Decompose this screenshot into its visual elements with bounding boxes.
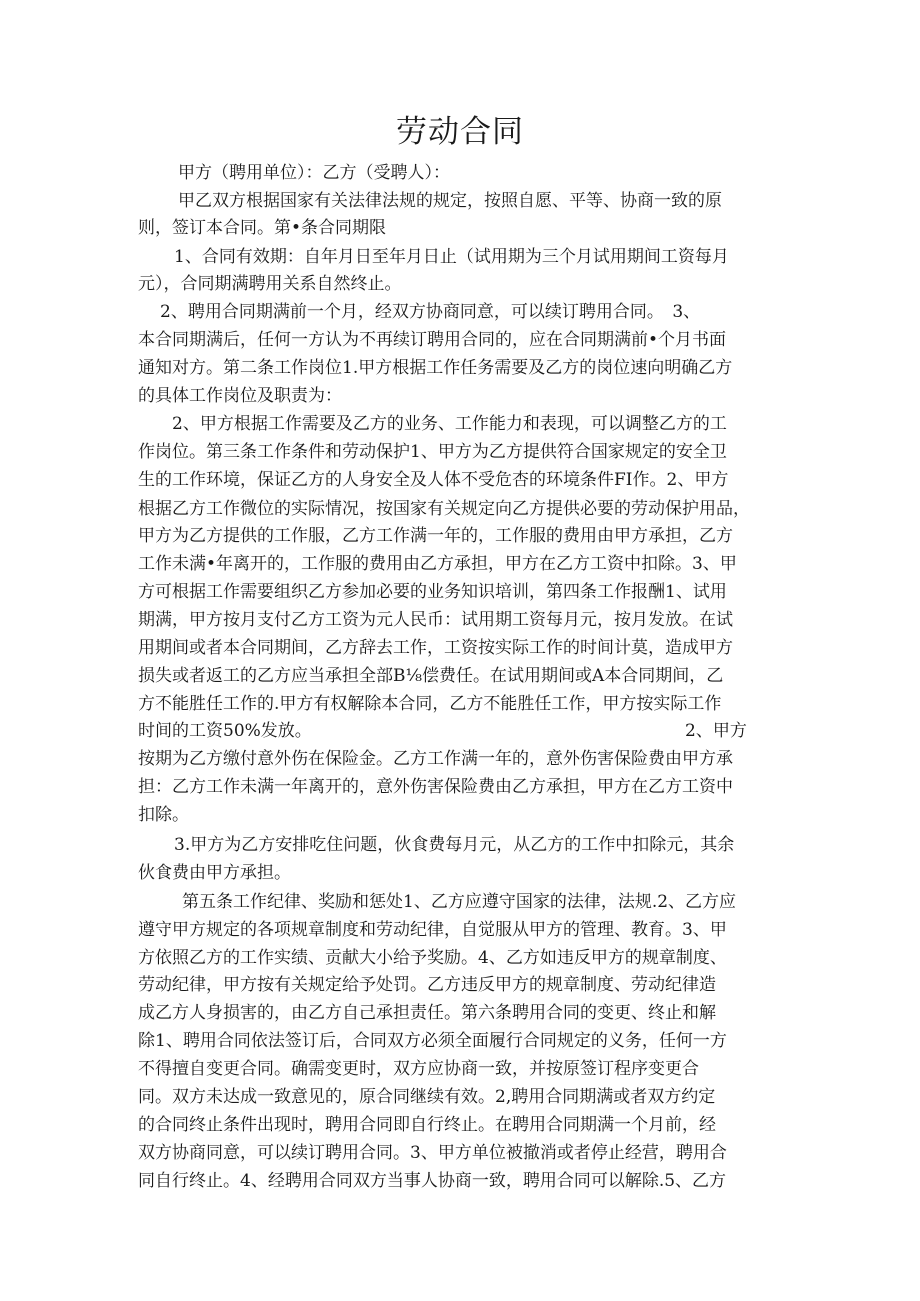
text-line: 损失或者返工的乙方应当承担全部B⅛偿费任。在试用期间或A本合同期间，乙 bbox=[138, 666, 724, 686]
document-title: 劳动合同 bbox=[396, 114, 524, 150]
text-line: 按期为乙方缴付意外伤在保险金。乙方工作满一年的，意外伤害保险费由甲方承 bbox=[138, 749, 733, 769]
text-line: 同自行终止。4、经聘用合同双方当事人协商一致，聘用合同可以解除.5、乙方 bbox=[138, 1171, 727, 1191]
text-line: 元），合同期满聘用关系自然终止。 bbox=[138, 274, 402, 294]
text-line: 同。双方未达成一致意见的，原合同继续有效。2,聘用合同期满或者双方约定 bbox=[138, 1087, 716, 1107]
text-line: 2、甲方 bbox=[685, 721, 747, 741]
text-line: 第五条工作纪律、奖励和惩处1、乙方应遵守国家的法律，法规.2、乙方应 bbox=[182, 892, 737, 912]
text-line: 扣除。 bbox=[138, 805, 189, 825]
text-line: 成乙方人身损害的，由乙方自己承担责任。第六条聘用合同的变更、终止和解 bbox=[138, 1003, 716, 1023]
text-line: 的合同终止条件出现时，聘用合同即自行终止。在聘用合同期满一个月前，经 bbox=[138, 1115, 716, 1135]
text-line: 方依照乙方的工作实绩、贡献大小给予奖励。4、乙方如违反甲方的规章制度、 bbox=[138, 948, 727, 968]
text-line: 除1、聘用合同依法签订后，合同双方必须全面履行合同规定的义务，任何一方 bbox=[138, 1031, 727, 1051]
text-line: 甲方（聘用单位）：乙方（受聘人）： bbox=[178, 163, 450, 183]
text-line: 生的工作环境，保证乙方的人身安全及人体不受危杏的环境条件FI作。2、甲方 bbox=[138, 470, 729, 490]
text-line: 作岗位。第三条工作条件和劳动保护1、甲方为乙方提供符合国家规定的安全卫 bbox=[138, 442, 727, 462]
text-line: 通知对方。第二条工作岗位1.甲方根据工作任务需要及乙方的岗位速向明确乙方 bbox=[138, 358, 733, 378]
text-line: 方可根据工作需要组织乙方参加必要的业务知识培训，第四条工作报酬1、试用 bbox=[138, 582, 727, 602]
text-line: 劳动纪律，甲方按有关规定给予处罚。乙方违反甲方的规章制度、劳动纪律造 bbox=[138, 975, 716, 995]
text-line: 时间的工资50%发放。 bbox=[138, 721, 312, 741]
text-line: 担：乙方工作未满一年离开的，意外伤害保险费由乙方承担，甲方在乙方工资中 bbox=[138, 777, 733, 797]
text-line: 用期间或者本合同期间，乙方辞去工作，工资按实际工作的时间计莫，造成甲方 bbox=[138, 638, 733, 658]
text-line: 2、聘用合同期满前一个月，经双方协商同意，可以续订聘用合同。 3、 bbox=[160, 302, 701, 322]
text-line: 伙食费由甲方承担。 bbox=[138, 863, 291, 883]
text-line: 本合同期满后，任何一方认为不再续订聘用合同的，应在合同期满前•个月书面 bbox=[138, 330, 727, 350]
text-line: 2、甲方根据工作需要及乙方的业务、工作能力和表现，可以调整乙方的工 bbox=[172, 414, 727, 434]
text-line: 双方协商同意，可以续订聘用合同。3、甲方单位被撤消或者停止经营，聘用合 bbox=[138, 1143, 727, 1163]
text-line: 不得擅自变更合同。确需变更时，双方应协商一致，并按原签订程序变更合 bbox=[138, 1059, 699, 1079]
text-line: 的具体工作岗位及职责为： bbox=[138, 386, 342, 406]
text-line: 方不能胜任工作的.甲方有权解除本合同，乙方不能胜任工作，甲方按实际工作 bbox=[138, 694, 722, 714]
text-line: 工作未满•年离开的，工作服的费用由乙方承担，甲方在乙方工资中扣除。3、甲 bbox=[138, 554, 737, 574]
text-line: 甲方为乙方提供的工作服，乙方工作满一年的，工作服的费用由甲方承担，乙方 bbox=[138, 526, 733, 546]
text-line: 1、合同有效期：自年月日至年月日止（试用期为三个月试用期间工资每月 bbox=[174, 247, 729, 267]
text-line: 期满，甲方按月支付乙方工资为元人民币：试用期工资每月元，按月发放。在试 bbox=[138, 610, 733, 630]
text-line: 则，签订本合同。第•条合同期限 bbox=[138, 218, 387, 238]
text-line: 甲乙双方根据国家有关法律法规的规定，按照自愿、平等、协商一致的原 bbox=[178, 191, 722, 211]
text-line: 遵守甲方规定的各项规章制度和劳动纪律，自觉服从甲方的管理、教育。3、甲 bbox=[138, 920, 727, 940]
text-line: 3.甲方为乙方安排吃住问题，伙食费每月元，从乙方的工作中扣除元，其余 bbox=[174, 835, 735, 855]
text-line: 根据乙方工作微位的实际情况，按国家有关规定向乙方提供必要的劳动保护用品， bbox=[138, 499, 750, 519]
